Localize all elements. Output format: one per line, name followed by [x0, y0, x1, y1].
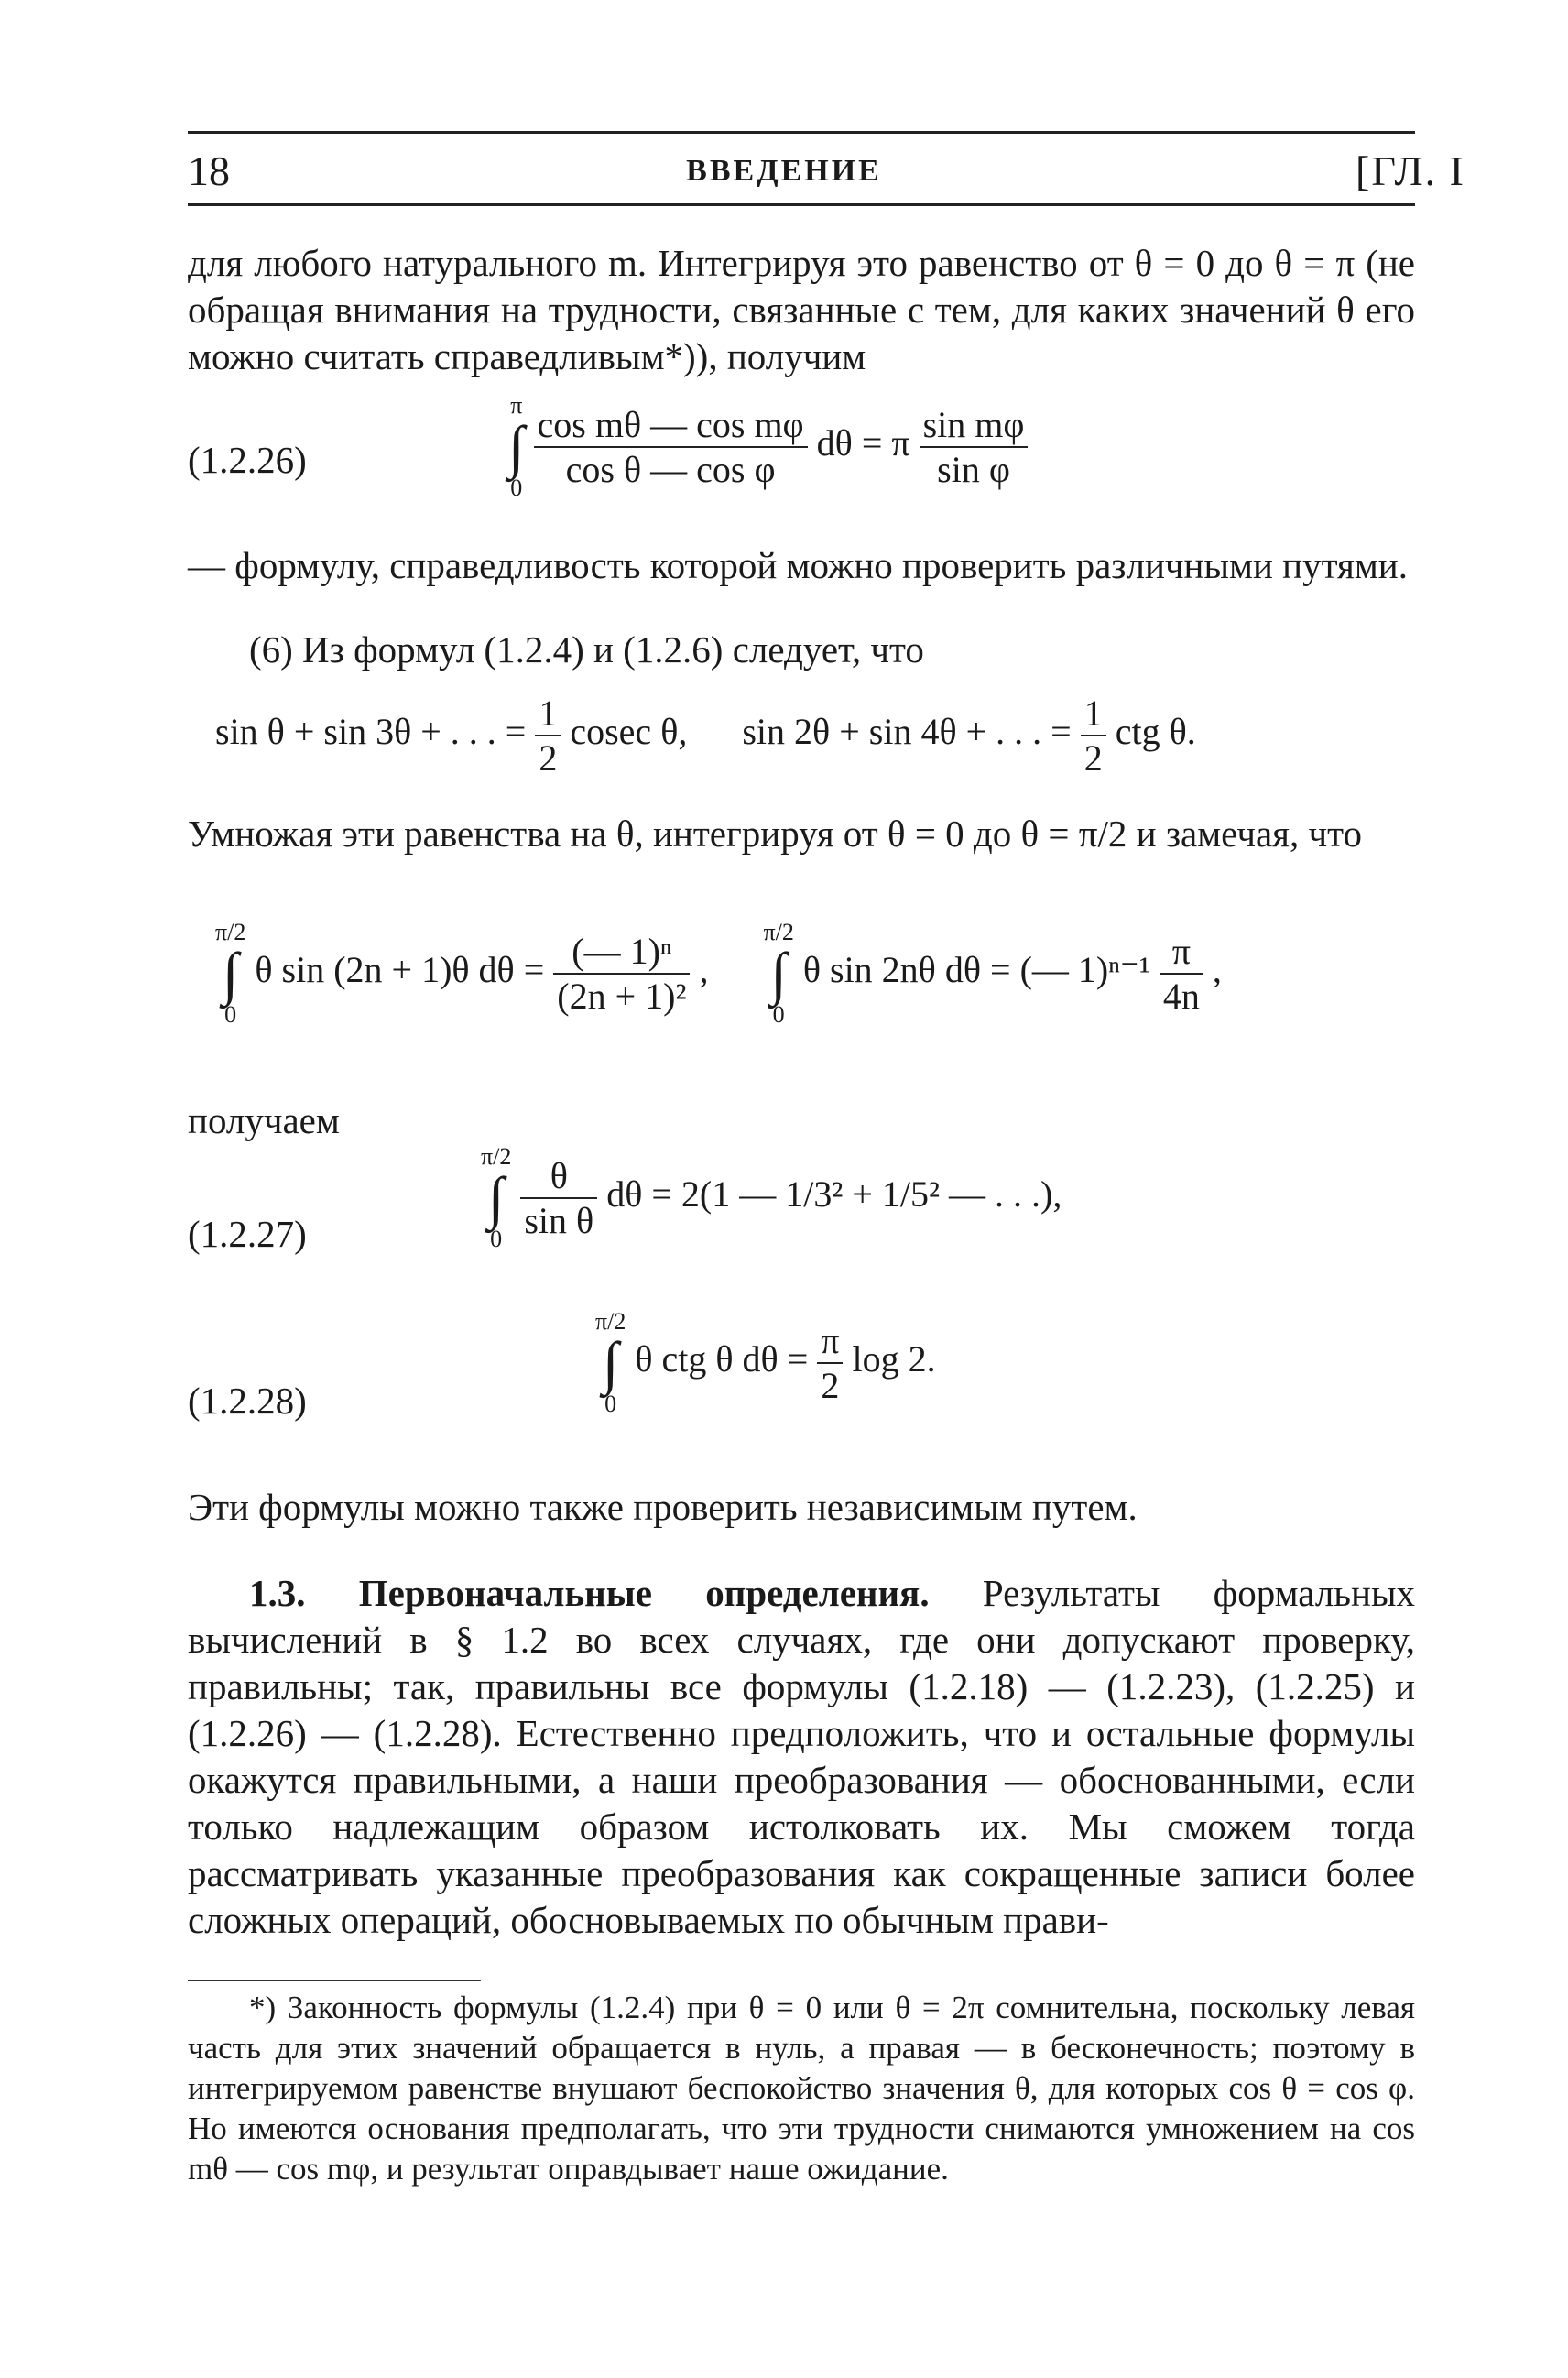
integral-sign: π/2 ∫ 0	[481, 1143, 512, 1252]
section-number: 1.3.	[249, 1572, 306, 1614]
fraction: $\frac{1}{2}$	[535, 692, 561, 780]
equation-series: sin θ + sin 3θ + . . . = $\frac{1}{2}$ cosec θ, sin 2θ + sin 4θ + . . . = $\frac{1}{2}$ ctg θ.	[215, 693, 1196, 779]
paragraph-2: — формулу, справедливость которой можно проверить различными путями.	[188, 544, 1408, 586]
footnote: *) Законность формулы (1.2.4) при θ = 0 или θ = 2π сомнительна, поскольку левая часть для этих значений обращается в нуль, а правая — в бесконечность; поэтому в интегрируемом равенстве внушают беспокойство значения θ, для которых cos θ = cos φ. Но имеются основания предполагать, что эти трудности снимаются умножением на cos mθ — cos mφ, и результат оправдывает наше ожидание.	[188, 1990, 1415, 2187]
equation-label: (1.2.28)	[188, 1380, 307, 1422]
paragraph-5: получаем	[188, 1099, 340, 1141]
integral-icon: ∫	[508, 414, 525, 479]
equation-label: (1.2.27)	[188, 1213, 307, 1255]
fraction: $\frac{1}{2}$	[1081, 692, 1106, 780]
running-title: ВВЕДЕНИЕ	[686, 154, 882, 188]
section-1-3	[188, 1570, 1415, 1944]
section-title: Первоначальные определения.	[358, 1572, 930, 1614]
integral-icon: ∫	[602, 1330, 619, 1395]
page-number: 18	[188, 147, 230, 194]
equation-label: (1.2.26)	[188, 439, 307, 481]
section-body: Результаты формальных вычислений в § 1.2 во всех случаях, где они допускают проверку, правильны; так, правильны все формулы (1.2.18) — (1.2.23), (1.2.25) и (1.2.26) — (1.2.28). Естественно предположить, что и остальные формулы окажутся правильными, а наши преобразования — обоснованными, если только надлежащим образом истолковать их. Мы сможем тогда рассматривать указанные преобразования как сокращенные записи более сложных операций, обосновываемых по обычным прави-	[188, 1572, 1415, 1941]
integral-icon: ∫	[487, 1165, 505, 1230]
fraction: $\frac{\theta}{\text{sin θ}}$	[520, 1154, 597, 1242]
equation-1-2-26: π ∫ 0 $\frac{\text{cos mθ — cos mφ}}{\text{cos θ — cos φ}}$ dθ = π $\frac{\text{sin mφ}}{\text{sin φ}}$	[508, 394, 1028, 500]
paragraph-1: для любого натурального m. Интегрируя это равенство от θ = 0 до θ = π (не обращая внимания на трудности, связанные с тем, для каких значений θ его можно считать справедливым*)), получим	[188, 242, 1415, 377]
equation-1-2-27: π/2 ∫ 0 $\frac{\theta}{\text{sin θ}}$ dθ = 2(1 — 1/3² + 1/5² — . . .),	[481, 1143, 1062, 1252]
equation-1-2-28: π/2 ∫ 0 θ ctg θ dθ = $\frac{\pi}{2}$ log 2.	[595, 1308, 936, 1417]
equation-aux: π/2 ∫ 0 θ sin (2n + 1)θ dθ = $\frac{\text{(— 1)ⁿ}}{\text{(2n + 1)²}}$ , π/2 ∫ 0 θ sin 2nθ dθ = (— 1)ⁿ⁻¹ $\frac{\pi}{4n}$ ,	[215, 919, 1222, 1028]
integral-icon: ∫	[770, 941, 787, 1006]
paragraph-6: Эти формулы можно также проверить независимым путем.	[188, 1486, 1138, 1528]
chapter-marker: [ГЛ. I	[1356, 147, 1465, 194]
fraction: $\frac{\pi}{4n}$	[1160, 930, 1203, 1018]
integral-sign: π/2 ∫ 0	[215, 919, 246, 1028]
paragraph-4: Умножая эти равенства на θ, интегрируя от θ = 0 до θ = π/2 и замечая, что	[188, 813, 1363, 855]
paragraph-3: (6) Из формул (1.2.4) и (1.2.6) следует, что	[249, 628, 924, 671]
integral-sign: π/2 ∫ 0	[595, 1308, 626, 1417]
fraction: $\frac{\text{cos mθ — cos mφ}}{\text{cos θ — cos φ}}$	[534, 403, 808, 491]
footnote-rule	[188, 1980, 481, 1981]
fraction: $\frac{\text{(— 1)ⁿ}}{\text{(2n + 1)²}}$	[553, 930, 690, 1018]
integral-icon: ∫	[222, 941, 239, 1006]
fraction: $\frac{\text{sin mφ}}{\text{sin φ}}$	[920, 403, 1029, 491]
fraction: $\frac{\pi}{2}$	[817, 1319, 843, 1407]
integral-sign: π ∫ 0	[508, 392, 525, 501]
integral-sign: π/2 ∫ 0	[763, 919, 794, 1028]
top-rule	[188, 131, 1415, 134]
header-rule	[188, 203, 1415, 206]
